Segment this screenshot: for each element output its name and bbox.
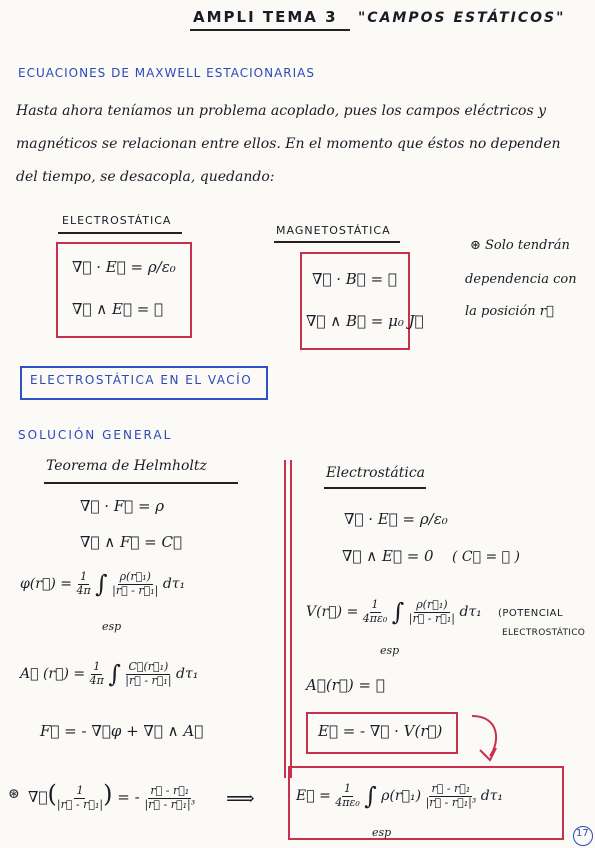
helmholtz-phi-equation (20, 570, 185, 598)
paragraph-line-1: Hasta ahora teníamos un problema acoplado, pues los campos eléctricos y (16, 103, 547, 119)
A-fraction: $\frac{\text{C⃗(r⃗₁)}}{\text{|r⃗ - r⃗₁|}}$ (125, 660, 172, 687)
header-underline (190, 29, 350, 31)
E-gradient-equation: E⃗ = - ∇⃗ · V(r⃗) (318, 722, 443, 740)
bottom-rhs-prefix: = - (117, 788, 140, 806)
label-electrostatica-underline (58, 232, 182, 234)
paragraph-line-2: magnéticos se relacionan entre ellos. En el momento que éstos no dependen (16, 136, 561, 152)
implies-arrow-icon: ⟹ (226, 786, 255, 810)
electro-eq2: ∇⃗ ∧ E⃗ = 0 (342, 547, 434, 565)
label-electrostatica: ELECTROSTÁTICA (62, 214, 172, 227)
electro-eq1: ∇⃗ · E⃗ = ρ/ε₀ (344, 510, 448, 528)
electro-title-underline (324, 487, 426, 489)
V-fraction: $\frac{\text{ρ(r⃗₁)}}{\text{|r⃗ - r⃗₁|}}$ (408, 598, 455, 625)
divider-line-1 (284, 460, 286, 778)
note-line-3: la posición r⃗ (465, 304, 554, 319)
phi-lhs: φ(r⃗) = (20, 576, 73, 592)
bottom-rhs-fraction: $\frac{\text{r⃗ - r⃗₁}}{\text{|r⃗ - r⃗₁|³}}$ (144, 784, 196, 811)
magnetostatica-box (300, 252, 410, 350)
electrostatica-box (56, 242, 192, 338)
helmholtz-F-equation: F⃗ = - ∇⃗φ + ∇⃗ ∧ A⃗ (40, 722, 204, 740)
potencial-label-1: (POTENCIAL (498, 608, 564, 619)
electro-A-zero: A⃗(r⃗) = ∅ (306, 676, 385, 694)
helmholtz-A-equation (20, 660, 198, 688)
helmholtz-eq2: ∇⃗ ∧ F⃗ = C⃗ (80, 533, 182, 551)
helmholtz-title: Teorema de Helmholtz (46, 458, 207, 474)
final-E-tail: dτ₁ (480, 788, 504, 804)
phi-coefficient: $\frac{1}{4\pi}$ (76, 570, 91, 597)
section-heading-solucion: SOLUCIÓN GENERAL (18, 428, 173, 442)
phi-fraction: $\frac{\text{ρ(r⃗₁)}}{\text{|r⃗ - r⃗₁|}}$ (112, 570, 159, 597)
final-E-fraction: $\frac{\text{r⃗ - r⃗₁}}{\text{|r⃗ - r⃗₁|³}}$ (425, 782, 477, 809)
divider-line-2 (290, 460, 292, 778)
final-E-coefficient: $\frac{1}{\text{4πε₀}}$ (335, 782, 360, 809)
V-lhs: V(r⃗) = (306, 604, 359, 620)
header-title-right: "CAMPOS ESTÁTICOS" (358, 10, 566, 26)
integral-sign: ∫ (364, 782, 377, 810)
A-tail: dτ₁ (176, 666, 199, 682)
magnetostatica-eq2: ∇⃗ ∧ B⃗ = μ₀ J⃗ (306, 312, 424, 330)
electro-eq2-note: ( C⃗ = ∅ ) (452, 549, 520, 565)
V-coefficient: $\frac{1}{\text{4πε₀}}$ (362, 598, 388, 625)
electrostatica-eq2: ∇⃗ ∧ E⃗ = ∅ (72, 300, 164, 318)
final-E-lhs: E⃗ = (296, 788, 331, 804)
helmholtz-eq1: ∇⃗ · F⃗ = ρ (80, 497, 165, 515)
phi-tail: dτ₁ (162, 576, 186, 592)
bottom-lhs: ∇⃗( $\frac{1}{\text{|r⃗ - r⃗₁|}}$ ) = - $\frac{\text{r⃗ - r⃗₁}}{\text{|r⃗ - r⃗₁|³}}$ (28, 780, 196, 811)
integral-sign: ∫ (108, 660, 121, 688)
label-magnetostatica-underline (274, 241, 400, 243)
electro-title: Electrostática (326, 465, 426, 481)
phi-esp: esp (102, 620, 122, 633)
helmholtz-title-underline (44, 482, 238, 484)
header-title-left: AMPLI TEMA 3 (193, 8, 338, 26)
final-E-rho: ρ(r⃗₁) (381, 788, 422, 804)
paragraph-line-3: del tiempo, se desacopla, quedando: (16, 169, 275, 185)
magnetostatica-eq1: ∇⃗ · B⃗ = ∅ (312, 270, 397, 288)
bottom-star-icon: ⊛ (8, 786, 20, 802)
nabla-icon: ∇⃗ (28, 788, 48, 806)
integral-sign: ∫ (391, 598, 405, 626)
A-coefficient: $\frac{1}{4\pi}$ (89, 660, 104, 687)
potencial-label-2: ELECTROSTÁTICO (502, 628, 586, 638)
electrostatica-eq1: ∇⃗ · E⃗ = ρ/ε₀ (72, 258, 176, 276)
electro-V-equation (306, 598, 482, 626)
bottom-lhs-fraction: $\frac{1}{\text{|r⃗ - r⃗₁|}}$ (56, 784, 104, 811)
final-E-equation (296, 782, 503, 810)
note-line-1: ⊛ Solo tendrán (470, 238, 570, 253)
label-magnetostatica: MAGNETOSTÁTICA (276, 224, 391, 237)
page-number: 17 (576, 828, 589, 839)
A-lhs: A⃗ (r⃗) = (20, 666, 86, 682)
vacuum-box-label: ELECTROSTÁTICA EN EL VACÍO (30, 373, 253, 387)
curved-arrow-icon (466, 712, 506, 764)
V-tail: dτ₁ (459, 604, 482, 620)
integral-sign: ∫ (95, 570, 108, 598)
section-heading-maxwell: ECUACIONES DE MAXWELL ESTACIONARIAS (18, 66, 315, 80)
V-esp: esp (380, 644, 400, 657)
note-line-2: dependencia con (465, 272, 577, 287)
final-E-esp: esp (372, 826, 392, 839)
